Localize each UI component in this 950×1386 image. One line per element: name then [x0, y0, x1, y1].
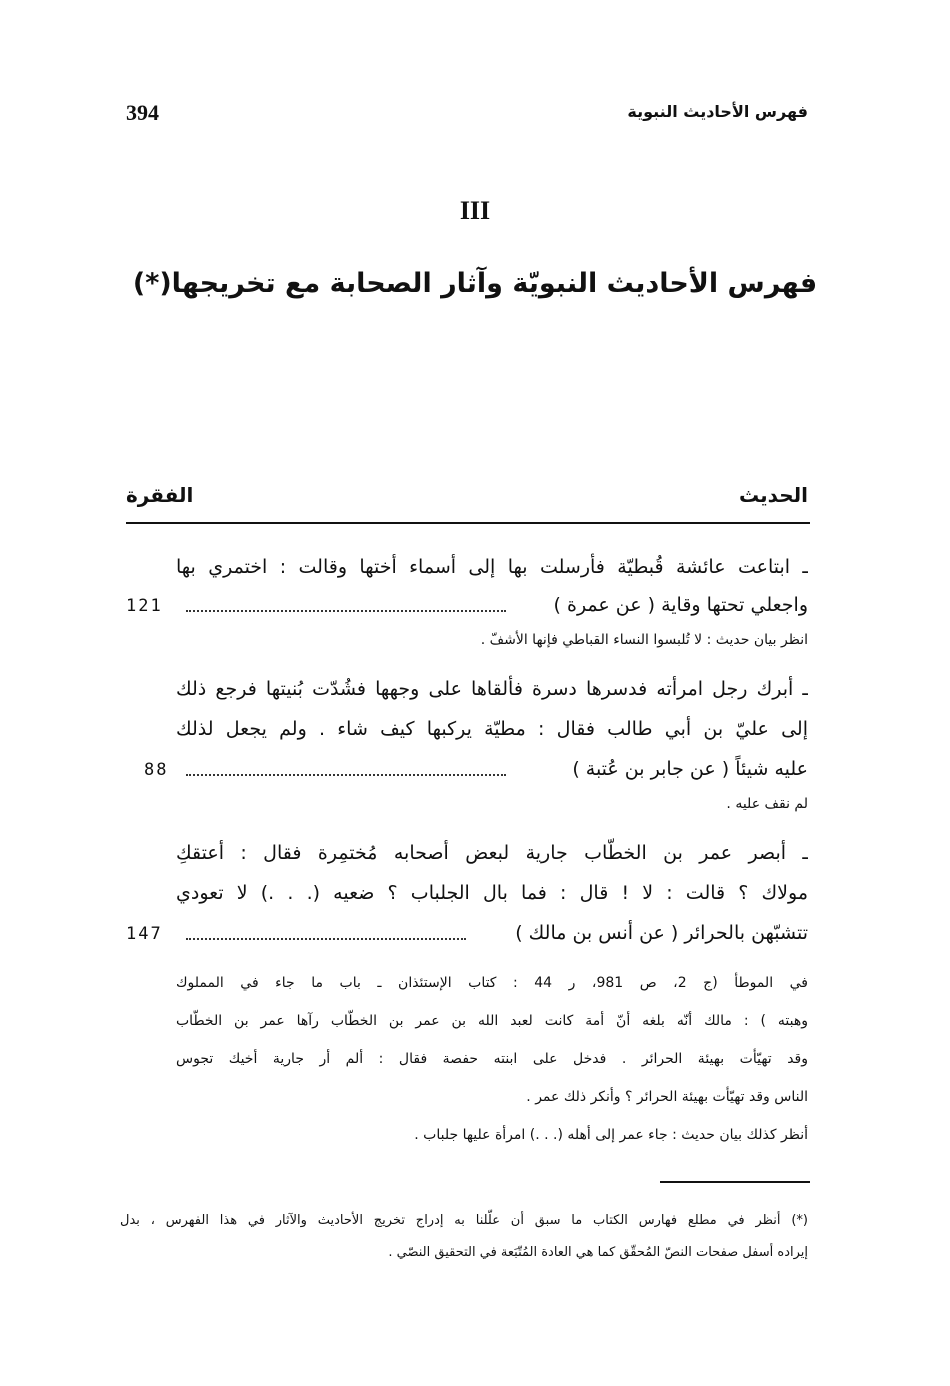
entry-note: انظر بيان حديث : لا تُلبسوا النساء القباطي فإنها الأشفّ . — [480, 632, 808, 648]
paragraph-number: 88 — [144, 760, 169, 780]
hadith-text-line: عليه شيئاً ( عن جابر بن عُتبة ) — [572, 758, 808, 780]
running-head: فهرس الأحاديث النبوية — [627, 102, 808, 121]
leader-dots — [186, 606, 506, 612]
hadith-text-line: ـ أبرك رجل امرأته فدسرها دسرة فألقاها على وجهها فشُدّت بُنيتها فرجع ذلك — [176, 678, 808, 700]
header-divider — [126, 522, 810, 524]
footnote-divider — [660, 1181, 810, 1183]
footnote-line: (*) أنظر في مطلع فهارس الكتاب ما سبق أن علّلنا به إدراج تخريج الأحاديث والآثار في هذا الفهرس ، بدل — [120, 1213, 808, 1228]
column-header-paragraph: الفقرة — [126, 483, 194, 507]
hadith-text-line: إلى عليّ بن أبي طالب فقال : مطيّة يركبها كيف شاء . ولم يجعل لذلك — [176, 718, 808, 740]
hadith-text-line: تتشبّهن بالحرائر ( عن أنس بن مالك ) — [515, 922, 808, 944]
footnote-line: إيراده أسفل صفحات النصّ المُحقّق كما هي العادة المُتّبَعة في التحقيق النصّي . — [388, 1245, 808, 1260]
paragraph-number: 147 — [126, 924, 163, 944]
reference-line: أنظر كذلك بيان حديث : جاء عمر إلى أهله (. . .) امرأة عليها جلباب . — [414, 1127, 808, 1143]
entry-note: لم نقف عليه . — [726, 796, 808, 812]
reference-line: الناس وقد تهيّأت بهيئة الحرائر ؟ وأنكر ذلك عمر . — [526, 1089, 808, 1105]
section-numeral: III — [459, 196, 491, 225]
hadith-text-line: واجعلي تحتها وقاية ( عن عمرة ) — [553, 594, 808, 616]
index-title: فهرس الأحاديث النبويّة وآثار الصحابة مع تخريجها(*) — [132, 268, 818, 299]
page-number: 394 — [126, 100, 159, 125]
hadith-text-line: مولاك ؟ قالت : لا ! قال : فما بال الجلباب ؟ ضعيه (. . .) لا تعودي — [176, 882, 808, 904]
reference-line: وهبته ) : مالك أنّه بلغه أنّ أمة كانت لعبد الله بن عمر بن الخطّاب رآها عمر بن الخطّاب — [176, 1013, 808, 1029]
paragraph-number: 121 — [126, 596, 163, 616]
leader-dots — [186, 934, 466, 940]
hadith-text-line: ـ أبصر عمر بن الخطّاب جارية لبعض أصحابه مُختمِرة فقال : أعتقكِ — [176, 842, 808, 864]
column-header-hadith: الحديث — [738, 483, 808, 507]
reference-line: في الموطأ (ج 2، ص 981، ر 44 : كتاب الإستئذان ـ باب ما جاء في المملوك — [176, 975, 808, 991]
hadith-text-line: ـ ابتاعت عائشة قُبطيّة فأرسلت بها إلى أسماء أختها وقالت : اختمري بها — [176, 556, 808, 578]
reference-line: وقد تهيّأت بهيئة الحرائر . فدخل على ابنته حفصة فقال : ألم أر جارية أخيك تجوس — [176, 1051, 808, 1067]
leader-dots — [186, 770, 506, 776]
